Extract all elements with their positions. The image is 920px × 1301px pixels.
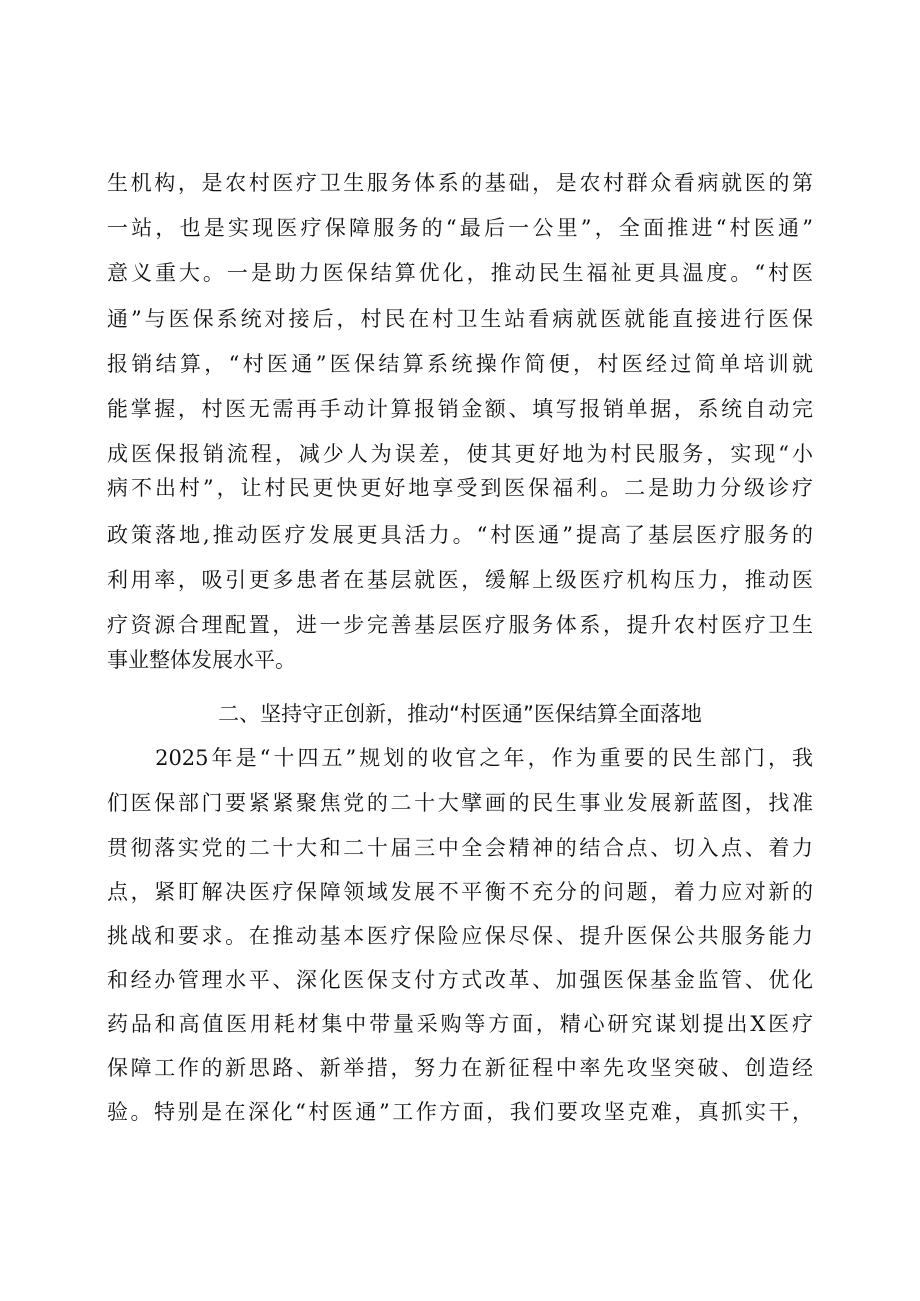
paragraph-2-line: 点，紧盯解决医疗保障领域发展不平衡不充分的问题，着力应对新的: [107, 880, 813, 904]
paragraph-1-line: 事业整体发展水平。: [107, 648, 296, 672]
paragraph-1-line: 生机构，是农村医疗卫生服务体系的基础，是农村群众看病就医的第: [107, 171, 813, 195]
paragraph-2-line: 贯彻落实党的二十大和二十届三中全会精神的结合点、切入点、着力: [107, 836, 813, 860]
paragraph-2-line: 2025年是“十四五”规划的收官之年，作为重要的民生部门，我: [107, 746, 813, 770]
paragraph-2-line: 保障工作的新思路、新举措，努力在新征程中率先攻坚突破、创造经: [107, 1056, 813, 1080]
paragraph-1-line: 意义重大。一是助力医保结算优化，推动民生福祉更具温度。“村医: [107, 261, 813, 285]
paragraph-1-line: 通”与医保系统对接后，村民在村卫生站看病就医就能直接进行医保: [107, 307, 813, 331]
paragraph-1-line: 利用率，吸引更多患者在基层就医，缓解上级医疗机构压力，推动医: [107, 568, 813, 592]
paragraph-2-line: 们医保部门要紧紧聚焦党的二十大擘画的民生事业发展新蓝图，找准: [107, 791, 813, 815]
section-heading: 二、坚持守正创新，推动“村医通”医保结算全面落地: [218, 702, 702, 726]
paragraph-1-line: 疗资源合理配置，进一步完善基层医疗服务体系，提升农村医疗卫生: [107, 613, 813, 637]
paragraph-2-line: 药品和高值医用耗材集中带量采购等方面，精心研究谋划提出X医疗: [107, 1012, 813, 1036]
paragraph-1-line: 能掌握，村医无需再手动计算报销金额、填写报销单据，系统自动完: [107, 397, 813, 421]
paragraph-2-line: 和经办管理水平、深化医保支付方式改革、加强医保基金监管、优化: [107, 968, 813, 992]
paragraph-2-line: 验。特别是在深化“村医通”工作方面，我们要攻坚克难，真抓实干，: [107, 1100, 813, 1124]
paragraph-2-line: 挑战和要求。在推动基本医疗保险应保尽保、提升医保公共服务能力: [107, 924, 813, 948]
paragraph-1-line: 报销结算，“村医通”医保结算系统操作简便，村医经过简单培训就: [107, 352, 813, 376]
paragraph-1-line: 成医保报销流程，减少人为误差，使其更好地为村民服务，实现“小: [107, 442, 813, 466]
paragraph-1-line: 政策落地,推动医疗发展更具活力。“村医通”提高了基层医疗服务的: [107, 523, 813, 547]
paragraph-1-line: 病不出村”，让村民更快更好地享受到医保福利。二是助力分级诊疗: [107, 476, 813, 500]
paragraph-1-line: 一站，也是实现医疗保障服务的“最后一公里”，全面推进“村医通”: [107, 216, 813, 240]
